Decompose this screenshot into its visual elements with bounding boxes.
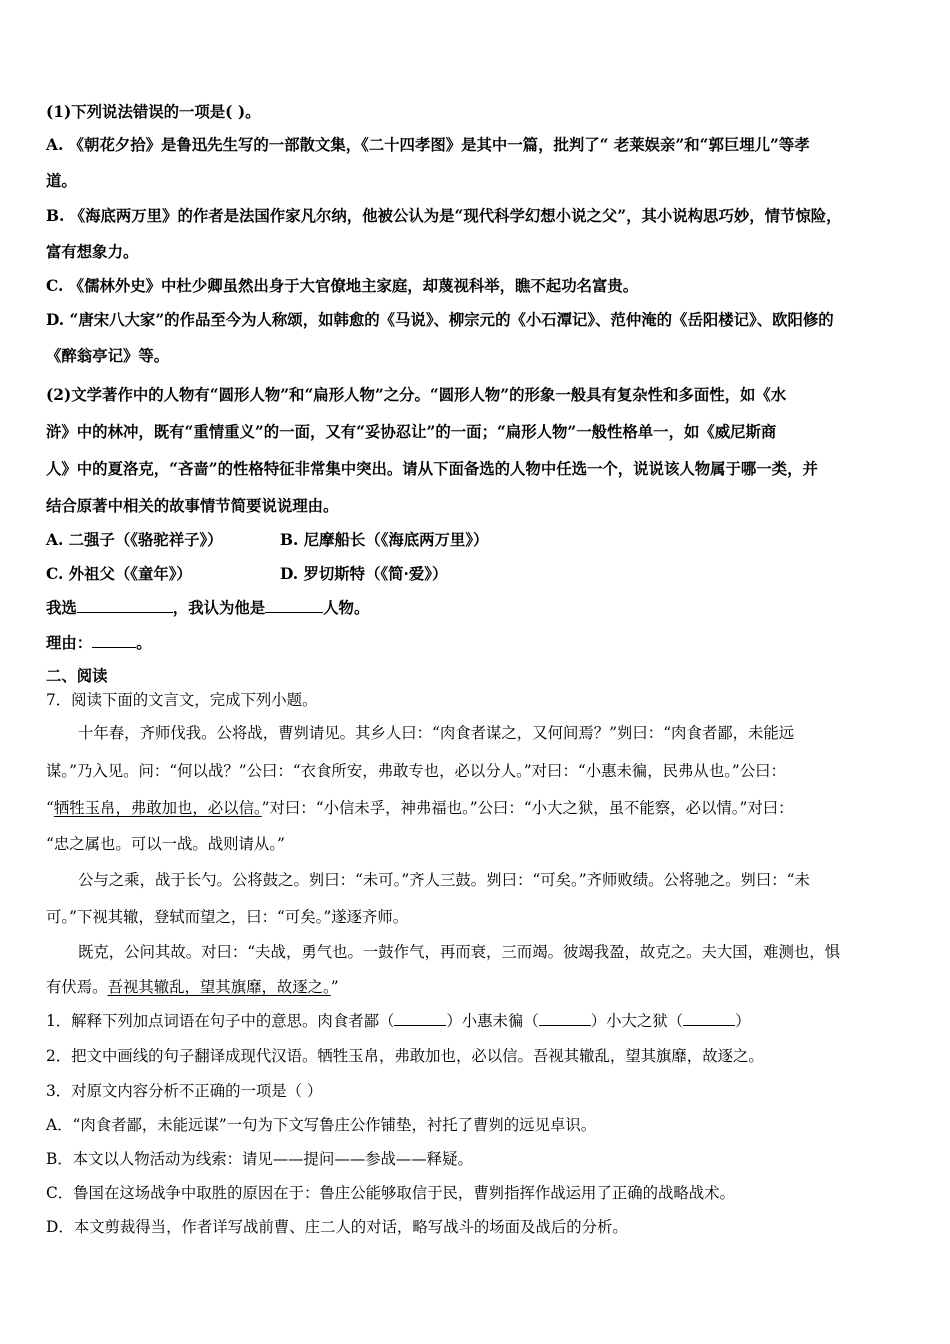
- passage-p3-plain: 有伏焉。: [46, 978, 108, 996]
- option-a-line1: A. 《朝花夕拾》是鲁迅先生写的一部散文集，《二十四孝图》是其中一篇，批判了“ 老莱娱亲”和“郭巨埋儿”等孝: [46, 136, 810, 154]
- sub1-text-c: ）小大之狱（: [590, 1012, 684, 1030]
- choice-c: C. 外祖父（《童年》）: [46, 565, 192, 583]
- blank-2[interactable]: [539, 1010, 591, 1026]
- passage-p2-line2: 可。”下视其辙，登轼而望之，曰：“可矣。”遂逐齐师。: [46, 908, 409, 926]
- reason-blank[interactable]: [92, 632, 136, 648]
- sub-question-3: 3．对原文内容分析不正确的一项是（ ）: [46, 1082, 323, 1100]
- sub3-option-b: B．本文以人物活动为线索：请见——提问——参战——释疑。: [46, 1150, 473, 1168]
- section-heading-reading: 二、阅读: [46, 667, 108, 685]
- blank-1[interactable]: [394, 1010, 446, 1026]
- choice-b: B. 尼摩船长（《海底两万里》）: [280, 531, 489, 549]
- answer-select-line: [46, 597, 918, 619]
- select-middle: ，我认为他是: [172, 599, 266, 617]
- sub1-text-d: ）: [735, 1012, 751, 1030]
- reason-line: [46, 632, 918, 654]
- character-blank[interactable]: [77, 597, 173, 613]
- passage-p1-line4: “忠之属也。可以一战。战则请从。”: [46, 835, 285, 853]
- reason-suffix: 。: [136, 634, 152, 652]
- quote-close: ”: [330, 978, 339, 996]
- sub3-option-c: C．鲁国在这场战争中取胜的原因在于：鲁庄公能够取信于民，曹刿指挥作战运用了正确的战略战术。: [46, 1184, 735, 1202]
- passage-p3-line1: 既克，公问其故。对曰：“夫战，勇气也。一鼓作气，再而衰，三而竭。彼竭我盈，故克之。夫大国，难测也，惧: [78, 943, 841, 961]
- choice-a: A. 二强子（《骆驼祥子》）: [46, 531, 223, 549]
- option-d-line2: 《醉翁亭记》等。: [46, 347, 170, 365]
- option-b-line1: B. 《海底两万里》的作者是法国作家凡尔纳，他被公认为是“现代科学幻想小说之父”，其小说构思巧妙，情节惊险，: [46, 207, 842, 225]
- option-c: C. 《儒林外史》中杜少卿虽然出身于大官僚地主家庭，却蔑视科举，瞧不起功名富贵。: [46, 277, 639, 295]
- question-2-line4: 结合原著中相关的故事情节简要说说理由。: [46, 497, 339, 515]
- sub3-option-a: A．“肉食者鄙，未能远谋”一句为下文写鲁庄公作铺垫，衬托了曹刿的远见卓识。: [46, 1116, 597, 1134]
- option-b-line2: 富有想象力。: [46, 243, 139, 261]
- question-7: 7．阅读下面的文言文，完成下列小题。: [46, 691, 318, 709]
- question-2-line3: 人》中的夏洛克，“吝啬”的性格特征非常集中突出。请从下面备选的人物中任选一个，说说该人物属于哪一类，并: [46, 460, 818, 478]
- reason-prefix: 理由：: [46, 634, 93, 652]
- question-1: (1)下列说法错误的一项是( )。: [46, 103, 261, 121]
- sub1-text-a: 1．解释下列加点词语在句子中的意思。肉食者鄙（: [46, 1012, 395, 1030]
- passage-p2-line1: 公与之乘，战于长勺。公将鼓之。刿曰：“未可。”齐人三鼓。刿曰：“可矣。”齐师败绩。公将驰之。刿曰：“未: [78, 871, 810, 889]
- option-a-line2: 道。: [46, 172, 77, 190]
- passage-p1-line3-rest: ”对曰：“小信未孚，神弗福也。”公曰：“小大之狱，虽不能察，必以情。”对曰：: [261, 799, 794, 817]
- sub1-text-b: ）小惠未徧（: [446, 1012, 539, 1030]
- choice-d: D. 罗切斯特（《简·爱》）: [280, 565, 448, 583]
- choice-row-2: [46, 563, 918, 585]
- select-prefix: 我选: [46, 599, 77, 617]
- option-d-line1: D. “唐宋八大家”的作品至今为人称颂，如韩愈的《马说》、柳宗元的《小石潭记》、范仲淹的《岳阳楼记》、欧阳修的: [46, 311, 834, 329]
- sub-question-2: 2．把文中画线的句子翻译成现代汉语。牺牲玉帛，弗敢加也，必以信。吾视其辙乱，望其旗靡，故逐之。: [46, 1047, 764, 1065]
- sub3-option-d: D．本文剪裁得当，作者详写战前曹、庄二人的对话，略写战斗的场面及战后的分析。: [46, 1218, 628, 1236]
- question-2-line1: (2)文学著作中的人物有“圆形人物”和“扁形人物”之分。“圆形人物”的形象一般具有复杂性和多面性，如《水: [46, 386, 787, 404]
- sub-question-1: [46, 1010, 918, 1032]
- passage-p1-line1: 十年春，齐师伐我。公将战，曹刿请见。其乡人曰：“肉食者谋之，又何间焉？”刿曰：“肉食者鄙，未能远: [78, 724, 795, 742]
- passage-p1-line2: 谋。”乃入见。问：“何以战？”公曰：“衣食所安，弗敢专也，必以分人。”对曰：“小惠未徧，民弗从也。”公曰：: [46, 762, 786, 780]
- question-2-line2: 浒》中的林冲，既有“重情重义”的一面，又有“妥协忍让”的一面；“扁形人物”一般性格单一，如《威尼斯商: [46, 423, 777, 441]
- select-suffix: 人物。: [323, 599, 370, 617]
- quote-open: “: [46, 799, 54, 817]
- underlined-sentence-1: 牺牲玉帛，弗敢加也，必以信。: [53, 799, 262, 817]
- underlined-sentence-2: 吾视其辙乱，望其旗靡，故逐之。: [107, 978, 331, 996]
- choice-row-1: [46, 529, 918, 551]
- passage-p3-line2: [46, 976, 918, 998]
- passage-p1-line3: [46, 797, 918, 819]
- type-blank[interactable]: [265, 597, 323, 613]
- blank-3[interactable]: [683, 1010, 735, 1026]
